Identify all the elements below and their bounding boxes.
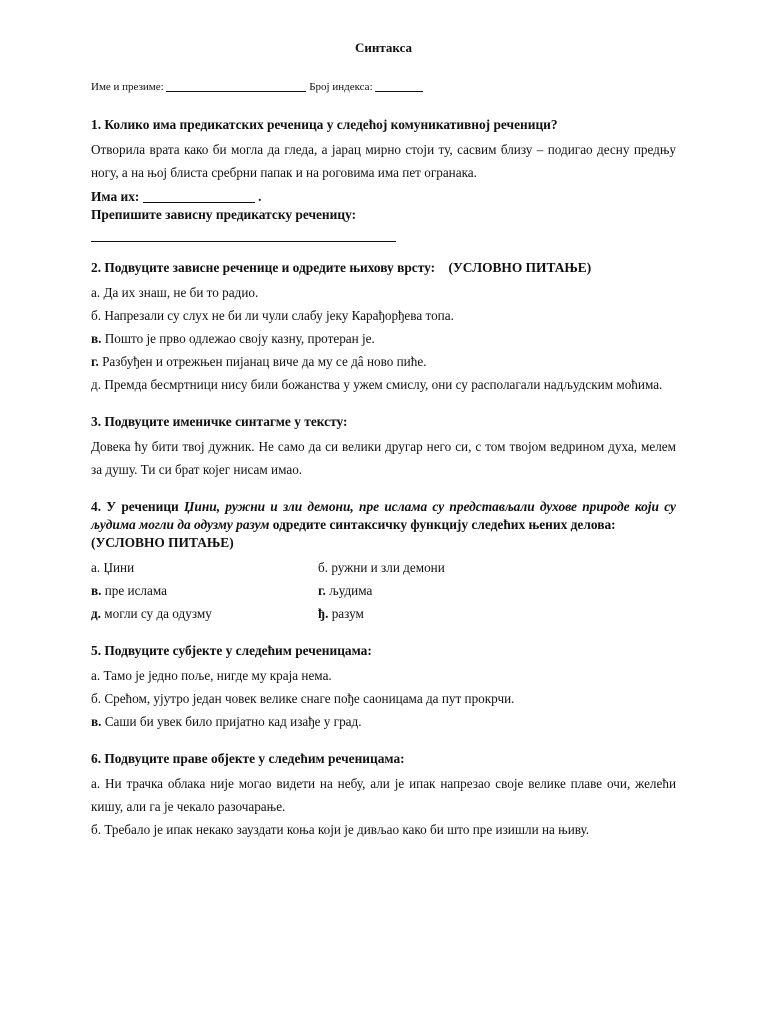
question-1 (91, 116, 676, 242)
question-1-count-line (91, 188, 676, 206)
question-2-heading (91, 259, 676, 277)
question-6-heading: 6. Подвуците праве објекте у следећим реченицама: (91, 751, 405, 766)
question-3 (91, 413, 676, 481)
worksheet-page (91, 40, 676, 841)
list-item: в. Пошто је прво одлежао своју казну, протеран је. (91, 331, 375, 346)
list-item: б. Напрезали су слух не би ли чули слабу јеку Карађорђева топа. (91, 308, 454, 323)
list-item: г. Разбуђен и отрежњен пијанац виче да му се дâ ново пиће. (91, 354, 427, 369)
name-blank[interactable] (166, 91, 306, 92)
count-label: Има их: (91, 189, 140, 204)
list-item: а. Ни трачка облака није могао видети на небу, али је ипак напрезао своје велике плаве очи, желећи кишу, али га је чекало разочарање. (91, 776, 677, 814)
list-item: в. пре ислама (91, 583, 167, 598)
index-label: Број индекса: (309, 81, 373, 93)
question-1-heading: 1. Колико има предикатских реченица у следећој комуникативној реченици? (91, 117, 558, 132)
list-item: б. ружни и зли демони (318, 560, 445, 575)
question-2 (91, 259, 676, 396)
list-item: б. Требало је ипак некако зауздати коња који је дивљао како би што пре изишли на њиву. (91, 822, 590, 837)
name-label: Име и презиме: (91, 81, 164, 93)
question-1-copy-label: Препишите зависну предикатску реченицу: (91, 207, 357, 222)
count-blank[interactable] (143, 202, 255, 203)
question-4 (91, 498, 676, 625)
count-end: . (258, 189, 262, 204)
question-3-heading: 3. Подвуците именичке синтагме у тексту: (91, 414, 348, 429)
question-6 (91, 750, 676, 841)
question-4-heading: 4. У реченици Џини, ружни и зли демони, пре ислама су представљали духове природе који су људима могли да одузму разум одредите синтаксичку функцију следећих њених делова: (91, 499, 676, 532)
list-item: ђ. разум (318, 606, 364, 621)
list-item: б. Срећом, ујутро један човек велике снаге пође саоницама да пут прокрчи. (91, 691, 515, 706)
list-item: а. Тамо је једно поље, нигде му краја нема. (91, 668, 332, 683)
page-title: Синтакса (354, 40, 412, 55)
list-item: в. Саши би увек било пријатно кад изађе у град. (91, 714, 362, 729)
list-item: а. Џини (91, 560, 135, 575)
conditional-note: (УСЛОВНО ПИТАЊЕ) (448, 260, 592, 275)
student-info-line (91, 81, 676, 93)
list-item: а. Да их знаш, не би то радио. (91, 285, 259, 300)
question-5 (91, 642, 676, 733)
question-2-heading-text: 2. Подвуците зависне реченице и одредите њихову врсту: (91, 260, 436, 275)
question-4-parts (91, 556, 676, 625)
conditional-note: (УСЛОВНО ПИТАЊЕ) (91, 535, 234, 550)
answer-line[interactable] (91, 230, 396, 242)
question-3-text: Довека ћу бити твој дужник. Не само да си велики другар него си, с том твојом ведрином духа, мелем за душу. Ти си брат којег нисам имао. (91, 439, 676, 477)
question-1-text: Отворила врата како би могла да гледа, а јарац мирно стоји ту, сасвим близу – подигао десну предњу ногу, а на њој блиста сребрни папак и на роговима има пет огранака. (91, 142, 676, 180)
list-item: д. Премда бесмртници нису били божанства у ужем смислу, они су располагали надљудским моћима. (91, 377, 663, 392)
list-item: д. могли су да одузму (91, 606, 212, 621)
list-item: г. људима (318, 583, 373, 598)
index-blank[interactable] (375, 91, 423, 92)
question-5-heading: 5. Подвуците субјекте у следећим реченицама: (91, 643, 372, 658)
